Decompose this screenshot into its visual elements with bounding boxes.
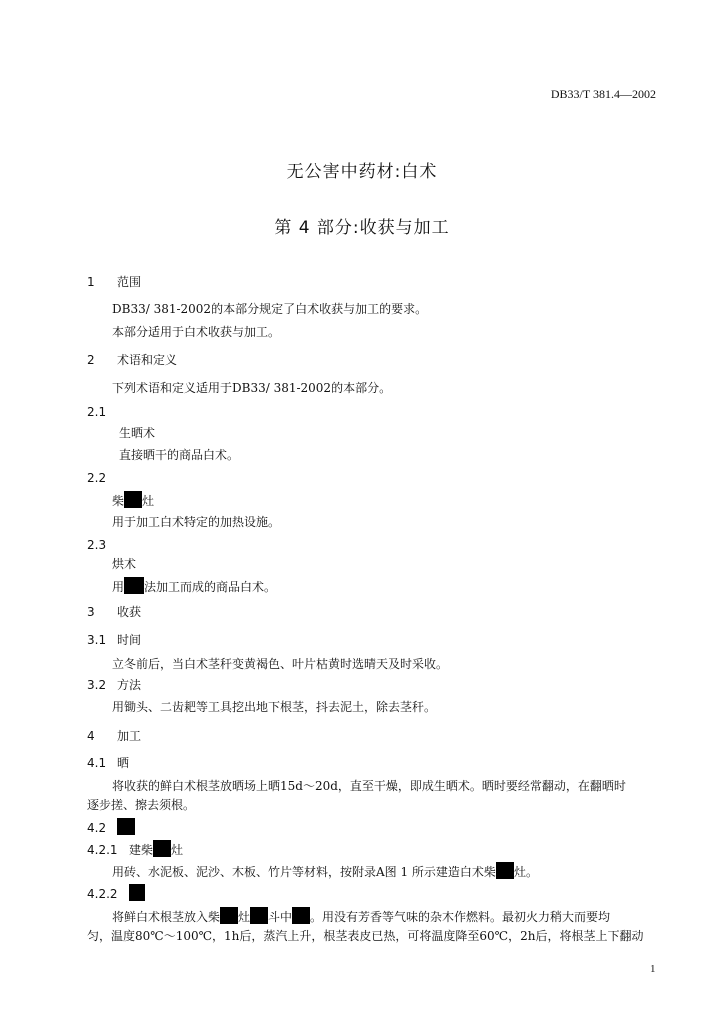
paragraph: 本部分适用于白术收获与加工。	[112, 325, 281, 339]
section-number: 4.1	[87, 756, 107, 770]
subsection-heading	[87, 677, 141, 693]
definition-part: 法加工而成的商品白术。	[144, 580, 277, 594]
document-subtitle: 第 4 部分:收获与加工	[274, 218, 450, 238]
section-number: 3.1	[87, 633, 107, 647]
subsection-heading	[87, 755, 129, 771]
redaction-block	[124, 491, 142, 508]
clause-number: 2.1	[87, 405, 107, 419]
paragraph-part: 将鲜白术根茎放入柴	[112, 910, 221, 924]
definition	[112, 577, 276, 595]
paragraph-part: 。用没有芳香等气味的杂木作燃料。最初火力稍大而要均	[310, 910, 611, 924]
redaction-block	[220, 907, 238, 924]
section-number: 4.2	[87, 821, 107, 835]
redaction-block	[250, 907, 268, 924]
term: 生晒术	[119, 426, 156, 440]
section-3-heading	[87, 604, 141, 620]
section-number: 4.2.2	[87, 887, 118, 901]
section-number: 3	[87, 605, 95, 619]
paragraph	[112, 862, 538, 880]
paragraph: 匀，温度80℃～100℃，1h后，蒸汽上升，根茎表皮已热，可将温度降至60℃，2h后，将根茎上下翻动	[87, 929, 644, 943]
paragraph: 将收获的鲜白术根茎放晒场上晒15d～20d，直至干燥，即成生晒术。晒时要经常翻动，在翻晒时	[112, 779, 626, 793]
redaction-block	[129, 884, 145, 901]
term-part: 灶	[142, 494, 155, 508]
paragraph-part: 用砖、水泥板、泥沙、木板、竹片等材料，按附录A图 1 所示建造白术柴	[112, 865, 496, 879]
section-title: 收获	[117, 605, 142, 619]
document-title: 无公害中药材:白术	[286, 162, 438, 182]
term	[112, 491, 154, 509]
section-title: 术语和定义	[117, 353, 178, 367]
paragraph	[112, 907, 610, 925]
paragraph: 下列术语和定义适用于DB33/ 381-2002的本部分。	[112, 381, 392, 395]
subsubsection-heading	[87, 840, 183, 858]
paragraph: 逐步搓、擦去须根。	[87, 798, 196, 812]
section-number: 4.2.1	[87, 843, 118, 857]
clause-number: 2.3	[87, 538, 107, 552]
redaction-block	[153, 840, 171, 857]
definition: 用于加工白术特定的加热设施。	[112, 515, 281, 529]
paragraph-part: 灶。	[513, 865, 538, 879]
section-4-heading	[87, 728, 141, 744]
subsubsection-heading	[87, 884, 145, 902]
term-part: 柴	[112, 494, 125, 508]
paragraph-part: 灶	[238, 910, 251, 924]
section-title: 加工	[117, 729, 142, 743]
section-title: 晒	[117, 756, 130, 770]
paragraph: 用锄头、二齿耙等工具挖出地下根茎，抖去泥土，除去茎秆。	[112, 700, 437, 714]
clause-number: 2.2	[87, 471, 107, 485]
paragraph: 立冬前后，当白术茎秆变黄褐色、叶片枯黄时选晴天及时采收。	[112, 657, 449, 671]
section-number: 2	[87, 353, 95, 367]
term: 烘术	[112, 557, 137, 571]
section-number: 4	[87, 729, 95, 743]
definition-part: 用	[112, 580, 125, 594]
standard-number: DB33/T 381.4—2002	[550, 87, 656, 101]
redaction-block	[124, 577, 144, 594]
section-title: 建柴	[129, 843, 154, 857]
redaction-block	[117, 818, 135, 835]
section-title: 时间	[117, 633, 142, 647]
subsection-heading	[87, 818, 135, 836]
section-number: 3.2	[87, 678, 107, 692]
subsection-heading	[87, 632, 141, 648]
section-2-heading	[87, 352, 177, 368]
redaction-block	[292, 907, 310, 924]
page-number: 1	[650, 963, 656, 975]
section-title: 方法	[117, 678, 142, 692]
section-title: 范围	[117, 275, 142, 289]
redaction-block	[496, 862, 514, 879]
paragraph: DB33/ 381-2002的本部分规定了白术收获与加工的要求。	[112, 302, 428, 316]
paragraph-part: 斗中	[268, 910, 293, 924]
section-title: 灶	[171, 843, 184, 857]
definition: 直接晒干的商品白术。	[119, 448, 240, 462]
section-number: 1	[87, 275, 95, 289]
section-1-heading	[87, 274, 141, 290]
